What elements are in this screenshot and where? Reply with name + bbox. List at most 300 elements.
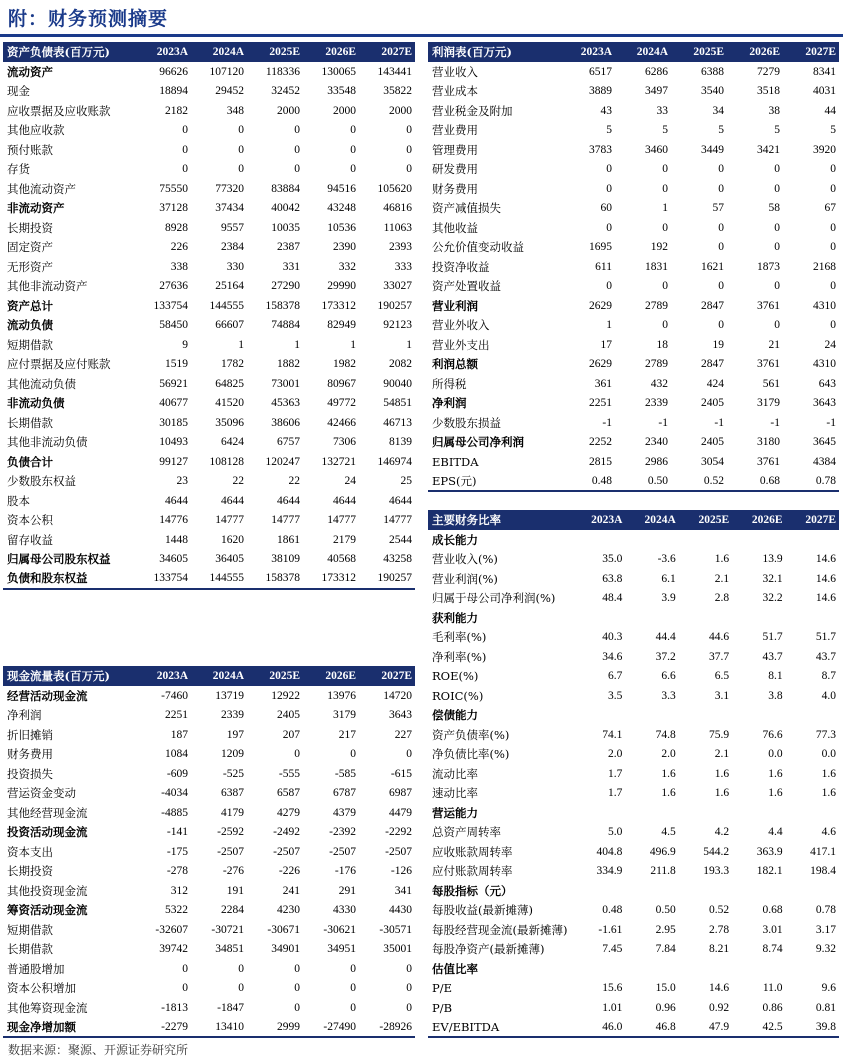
row-label: 流动比率 [432, 766, 478, 781]
value-cell: 43248 [327, 202, 356, 215]
value-cell: 0 [182, 163, 188, 176]
table-title-cell: 利润表(百万元) [428, 42, 559, 62]
value-cell: 0 [662, 163, 668, 176]
value-cell: 4384 [813, 455, 836, 468]
value-cell: 330 [226, 260, 244, 273]
value-cell: 18 [656, 338, 668, 351]
value-cell: -2492 [273, 826, 300, 839]
table-row [3, 277, 415, 297]
year-header-cell: 2024A [625, 510, 678, 530]
row-label: 归属于母公司净利润(%) [432, 591, 556, 606]
value-cell: 10035 [271, 221, 300, 234]
value-cell: 0.92 [709, 1001, 730, 1014]
value-cell: 0 [238, 124, 244, 137]
value-cell: 1.7 [608, 787, 623, 800]
value-cell: 0 [662, 182, 668, 195]
value-cell: 14.6 [709, 982, 730, 995]
value-cell: 35096 [215, 416, 244, 429]
year-header-cell: 2026E [303, 666, 359, 686]
row-label: 非流动负债 [7, 396, 65, 411]
value-cell: -1 [714, 416, 724, 429]
value-cell: 1.6 [714, 787, 730, 800]
table-row [3, 179, 415, 199]
value-cell: 27636 [159, 280, 188, 293]
value-cell: 0 [662, 221, 668, 234]
value-cell: 2251 [589, 397, 612, 410]
value-cell: 1448 [165, 533, 188, 546]
value-cell: 34951 [327, 943, 356, 956]
year-header-cell: 2025E [247, 666, 303, 686]
value-cell: 1.7 [608, 767, 623, 780]
row-label: 每股净资产(最新摊薄) [432, 942, 545, 957]
value-cell: 2284 [221, 904, 244, 917]
value-cell: -1.61 [598, 923, 623, 936]
value-cell: 0 [294, 143, 300, 156]
row-label: 净负债比率(%) [432, 747, 510, 762]
value-cell: 0 [294, 962, 300, 975]
row-label: 非流动资产 [7, 201, 65, 216]
year-header-cell: 2027E [359, 666, 415, 686]
value-cell: 108128 [209, 455, 244, 468]
value-cell: 2815 [589, 455, 612, 468]
table-row [428, 218, 839, 238]
value-cell: 5.0 [608, 826, 623, 839]
value-cell: 2544 [389, 533, 412, 546]
table-row [3, 686, 415, 706]
value-cell: 0 [294, 982, 300, 995]
value-cell: 80967 [327, 377, 356, 390]
value-cell: -2507 [385, 845, 412, 858]
value-cell: 8.7 [821, 670, 836, 683]
value-cell: 8928 [165, 221, 188, 234]
table-row [3, 452, 415, 472]
value-cell: 3.17 [815, 923, 836, 936]
table-row [3, 745, 415, 765]
value-cell: 0 [350, 124, 356, 137]
value-cell: 6286 [645, 65, 668, 78]
row-label: 其他经营现金流 [7, 805, 88, 820]
value-cell: 0 [238, 982, 244, 995]
value-cell: 67 [824, 202, 836, 215]
value-cell: 4031 [813, 85, 836, 98]
value-cell: 8.74 [762, 943, 783, 956]
value-cell: 107120 [209, 65, 244, 78]
value-cell: 2405 [277, 709, 300, 722]
value-cell [732, 530, 785, 550]
value-cell: 6.6 [661, 670, 676, 683]
table-row [3, 530, 415, 550]
value-cell: 5 [606, 124, 612, 137]
row-label: 留存收益 [7, 532, 53, 547]
value-cell: 0 [182, 143, 188, 156]
value-cell: 3645 [813, 436, 836, 449]
value-cell: 0.0 [768, 748, 783, 761]
value-cell: 46816 [383, 202, 412, 215]
value-cell: 25164 [215, 280, 244, 293]
row-label: 负债和股东权益 [3, 569, 135, 589]
value-cell: 173312 [303, 569, 359, 589]
value-cell: -609 [166, 767, 188, 780]
value-cell: 22 [288, 475, 300, 488]
value-cell: 417.1 [810, 845, 836, 858]
row-label: 其他非流动负债 [7, 435, 88, 450]
table-row [428, 628, 839, 648]
value-cell: 38 [768, 104, 780, 117]
value-cell: 1.6 [768, 787, 783, 800]
table-row [3, 550, 415, 570]
value-cell: -7460 [161, 689, 188, 702]
value-cell: 77.3 [815, 728, 836, 741]
value-cell: -4885 [161, 806, 188, 819]
row-label: 营业外收入 [432, 318, 490, 333]
value-cell [786, 530, 839, 550]
table-row [3, 394, 415, 414]
row-label: 长期投资 [7, 220, 53, 235]
table-row [3, 121, 415, 141]
value-cell: 1084 [165, 748, 188, 761]
value-cell: 82949 [327, 319, 356, 332]
table-row [428, 530, 839, 550]
value-cell: 0 [238, 163, 244, 176]
value-cell: 561 [762, 377, 780, 390]
value-cell: 2182 [165, 104, 188, 117]
row-label: 其他应收款 [7, 123, 65, 138]
value-cell: -30621 [323, 923, 356, 936]
value-cell: 38109 [271, 553, 300, 566]
value-cell [625, 530, 678, 550]
value-cell: 66607 [215, 319, 244, 332]
value-cell: 0 [662, 319, 668, 332]
year-header-cell: 2024A [191, 666, 247, 686]
value-cell: 2999 [247, 1018, 303, 1038]
data-source-note: 数据来源：聚源、开源证券研究所 [8, 1043, 189, 1057]
value-cell: 10493 [159, 436, 188, 449]
value-cell: -2507 [329, 845, 356, 858]
value-cell: 6.1 [661, 572, 676, 585]
value-cell: 7.84 [655, 943, 676, 956]
row-label: P/B [432, 1000, 453, 1015]
value-cell: 9.32 [815, 943, 836, 956]
value-cell: 2393 [389, 241, 412, 254]
value-cell: 77320 [215, 182, 244, 195]
value-cell: 0 [830, 241, 836, 254]
value-cell: 291 [338, 884, 356, 897]
table-row [3, 862, 415, 882]
table-row [428, 647, 839, 667]
value-cell: 58 [768, 202, 780, 215]
value-cell: 54851 [383, 397, 412, 410]
row-label: 资本公积增加 [7, 981, 76, 996]
value-cell: 3920 [813, 143, 836, 156]
value-cell: 333 [394, 260, 412, 273]
value-cell: 2.1 [714, 748, 730, 761]
value-cell: 1 [238, 338, 244, 351]
table-title-cell: 资产负债表(百万元) [3, 42, 135, 62]
page-title: 附：财务预测摘要 [8, 8, 169, 30]
value-cell: 14777 [271, 514, 300, 527]
value-cell: 6387 [221, 787, 244, 800]
table-row [3, 140, 415, 160]
table-row [428, 764, 839, 784]
value-cell [625, 706, 678, 726]
row-label: 管理费用 [432, 142, 478, 157]
row-label: 其他流动资产 [7, 181, 76, 196]
value-cell: 146974 [377, 455, 412, 468]
value-cell [786, 706, 839, 726]
value-cell: 32452 [271, 85, 300, 98]
year-header-cell: 2026E [727, 42, 783, 62]
value-cell: 37.2 [655, 650, 676, 663]
value-cell: 63.8 [602, 572, 623, 585]
value-cell: 83884 [271, 182, 300, 195]
table-row [428, 589, 839, 609]
value-cell: 2390 [333, 241, 356, 254]
value-cell: 2789 [645, 358, 668, 371]
value-cell: 13976 [327, 689, 356, 702]
value-cell: 361 [594, 377, 612, 390]
value-cell: 4179 [221, 806, 244, 819]
value-cell: 0 [238, 962, 244, 975]
value-cell: 0 [774, 163, 780, 176]
value-cell [679, 706, 732, 726]
value-cell [625, 881, 678, 901]
table-row [428, 920, 839, 940]
value-cell: -1813 [161, 1001, 188, 1014]
table-row [428, 667, 839, 687]
row-label: 获利能力 [432, 610, 478, 625]
value-cell: 0 [406, 124, 412, 137]
value-cell: 40568 [327, 553, 356, 566]
value-cell: 37128 [159, 202, 188, 215]
table-row [428, 1018, 839, 1038]
table-row [428, 335, 839, 355]
value-cell: -2392 [329, 826, 356, 839]
value-cell: -2279 [135, 1018, 191, 1038]
value-cell: 190257 [359, 569, 415, 589]
year-header-cell: 2023A [559, 42, 615, 62]
value-cell: 404.8 [596, 845, 623, 858]
value-cell: 0.50 [655, 904, 676, 917]
value-cell: 13.9 [762, 553, 783, 566]
value-cell: 0.0 [821, 748, 836, 761]
row-label: 净利率(%) [432, 649, 487, 664]
table-header-row [428, 42, 839, 62]
row-label: 折旧摊销 [7, 727, 53, 742]
value-cell: -141 [166, 826, 188, 839]
value-cell: 643 [818, 377, 836, 390]
value-cell: -30671 [267, 923, 300, 936]
value-cell: 11063 [383, 221, 412, 234]
value-cell: 46.8 [625, 1018, 678, 1038]
row-label: ROE(%) [432, 669, 479, 684]
value-cell: 0 [774, 241, 780, 254]
year-header-cell: 2027E [786, 510, 839, 530]
row-label: 少数股东损益 [432, 415, 501, 430]
value-cell: 3179 [757, 397, 780, 410]
table-row [3, 238, 415, 258]
value-cell: 341 [394, 884, 412, 897]
value-cell: 4279 [277, 806, 300, 819]
row-label: 所得税 [432, 376, 467, 391]
value-cell: 5 [774, 124, 780, 137]
value-cell: 3054 [701, 455, 724, 468]
table-row [3, 335, 415, 355]
row-label: 存货 [7, 162, 30, 177]
value-cell: 44.4 [655, 631, 676, 644]
value-cell: 43.7 [815, 650, 836, 663]
value-cell: 4644 [277, 494, 300, 507]
value-cell: 34.6 [602, 650, 623, 663]
value-cell: 41520 [215, 397, 244, 410]
value-cell [732, 706, 785, 726]
value-cell: 2.95 [655, 923, 676, 936]
row-label: 归属母公司股东权益 [7, 552, 111, 567]
value-cell: -226 [278, 865, 300, 878]
value-cell: 37434 [215, 202, 244, 215]
value-cell: 35.0 [602, 553, 623, 566]
value-cell: 6424 [221, 436, 244, 449]
value-cell: 3.1 [714, 689, 730, 702]
row-label: 普通股增加 [7, 961, 65, 976]
value-cell: 2405 [701, 397, 724, 410]
table-row [3, 296, 415, 316]
value-cell: 0 [830, 182, 836, 195]
row-label: 净利润 [432, 396, 467, 411]
value-cell: 0.78 [783, 472, 839, 492]
row-label: 固定资产 [7, 240, 53, 255]
value-cell: 14.6 [815, 572, 836, 585]
value-cell: 3179 [333, 709, 356, 722]
value-cell: 43 [600, 104, 612, 117]
row-label: 营业收入 [432, 64, 478, 79]
value-cell: 312 [170, 884, 188, 897]
table-row [3, 1018, 415, 1038]
value-cell: 3761 [757, 455, 780, 468]
row-label: 股本 [7, 493, 30, 508]
row-label: EV/EBITDA [428, 1018, 572, 1038]
value-cell: 64825 [215, 377, 244, 390]
value-cell: 0 [774, 319, 780, 332]
value-cell: 2251 [165, 709, 188, 722]
value-cell: 92123 [383, 319, 412, 332]
value-cell: 1782 [221, 358, 244, 371]
value-cell: 217 [338, 728, 356, 741]
value-cell: 17 [600, 338, 612, 351]
row-label: 偿债能力 [432, 708, 478, 723]
value-cell: 2179 [333, 533, 356, 546]
value-cell: 14777 [327, 514, 356, 527]
row-label: 流动负债 [7, 318, 53, 333]
table-row [428, 745, 839, 765]
value-cell: 2.0 [608, 748, 623, 761]
value-cell: 6388 [701, 65, 724, 78]
value-cell: 0 [606, 163, 612, 176]
value-cell: 4.4 [768, 826, 783, 839]
value-cell [572, 959, 625, 979]
value-cell [679, 530, 732, 550]
balance-sheet-table [3, 42, 415, 590]
row-label: 其他非流动资产 [7, 279, 88, 294]
table-row [428, 296, 839, 316]
table-row [428, 862, 839, 882]
value-cell: 3421 [757, 143, 780, 156]
value-cell: 2629 [589, 299, 612, 312]
value-cell: 33 [656, 104, 668, 117]
value-cell [786, 959, 839, 979]
row-label: 长期投资 [7, 864, 53, 879]
value-cell: 0.86 [762, 1001, 783, 1014]
value-cell: 3643 [389, 709, 412, 722]
value-cell: 30185 [159, 416, 188, 429]
value-cell: 90040 [383, 377, 412, 390]
value-cell: 334.9 [596, 865, 623, 878]
table-row [3, 257, 415, 277]
value-cell: 173312 [321, 299, 356, 312]
table-row [3, 316, 415, 336]
value-cell: 1.6 [714, 767, 730, 780]
value-cell: 0 [182, 982, 188, 995]
row-label: 流动资产 [7, 64, 53, 79]
value-cell: -585 [334, 767, 356, 780]
value-cell: -276 [222, 865, 244, 878]
value-cell: 0 [718, 163, 724, 176]
value-cell: 0.68 [762, 904, 783, 917]
row-label: 现金净增加额 [3, 1018, 135, 1038]
table-row [3, 199, 415, 219]
row-label: 投资损失 [7, 766, 53, 781]
table-row [428, 199, 839, 219]
row-label: 毛利率(%) [432, 630, 487, 645]
value-cell: 4379 [333, 806, 356, 819]
value-cell: 0 [774, 182, 780, 195]
table-row [428, 433, 839, 453]
value-cell [572, 881, 625, 901]
value-cell: 0 [774, 221, 780, 234]
row-label: 公允价值变动收益 [432, 240, 524, 255]
value-cell: 13410 [191, 1018, 247, 1038]
value-cell: -2507 [273, 845, 300, 858]
value-cell: 21 [768, 338, 780, 351]
value-cell: 207 [282, 728, 300, 741]
row-label: 速动比率 [432, 786, 478, 801]
table-row [428, 238, 839, 258]
value-cell: 198.4 [810, 865, 836, 878]
value-cell: 0 [294, 748, 300, 761]
value-cell: 1209 [221, 748, 244, 761]
value-cell: 226 [170, 241, 188, 254]
value-cell: 0.68 [727, 472, 783, 492]
value-cell: 0 [294, 163, 300, 176]
value-cell: 3518 [757, 85, 780, 98]
value-cell: -126 [390, 865, 412, 878]
value-cell: 348 [226, 104, 244, 117]
row-label: 营运能力 [432, 805, 478, 820]
value-cell: 56921 [159, 377, 188, 390]
value-cell: 0 [350, 163, 356, 176]
value-cell: 58450 [159, 319, 188, 332]
value-cell: 2339 [221, 709, 244, 722]
value-cell: 8341 [813, 65, 836, 78]
value-cell: 0 [182, 124, 188, 137]
year-header-cell: 2025E [247, 42, 303, 62]
row-label: 资产减值损失 [432, 201, 501, 216]
value-cell: 34 [712, 104, 724, 117]
table-row [3, 374, 415, 394]
row-label: 负债合计 [7, 454, 53, 469]
row-label: 营业收入(%) [432, 552, 498, 567]
value-cell: 182.1 [756, 865, 783, 878]
table-row [428, 355, 839, 375]
